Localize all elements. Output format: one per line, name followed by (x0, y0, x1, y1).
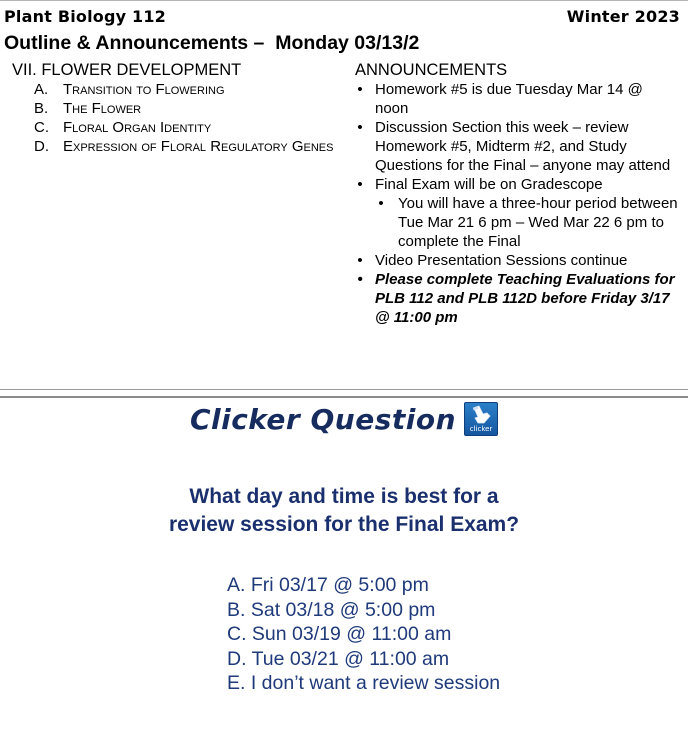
answer-option-a: A. Fri 03/17 @ 5:00 pm (227, 574, 429, 596)
section-divider (0, 389, 688, 390)
announcements-list (355, 80, 680, 327)
announcement-text: Final Exam will be on Gradescope (375, 176, 603, 193)
outline-list (12, 80, 342, 156)
outline-item-letter: D. (34, 138, 49, 155)
top-rule (0, 0, 688, 1)
answer-option-c: C. Sun 03/19 @ 11:00 am (227, 623, 452, 645)
announcement-text: Please complete Teaching Evaluations for PLB 112 and PLB 112D before Friday 3/17 @ 11:00 pm (375, 271, 675, 326)
answer-options (227, 573, 500, 696)
bullet-icon: • (357, 271, 363, 288)
outline-section (12, 61, 342, 156)
clicker-icon (464, 402, 498, 436)
answer-option-d: D. Tue 03/21 @ 11:00 am (227, 647, 450, 670)
announcements-section (355, 61, 680, 327)
clicker-header (0, 402, 688, 436)
announcement-subitem (355, 194, 680, 251)
outline-item-text: The Flower (63, 100, 142, 117)
outline-item-text: Floral Organ Identity (63, 119, 212, 136)
announcement-item (355, 175, 680, 194)
announcements-heading: ANNOUNCEMENTS (355, 61, 508, 79)
outline-item-letter: C. (34, 119, 49, 136)
outline-item (12, 137, 342, 156)
page-title: Outline & Announcements – Monday 03/13/2 (4, 32, 420, 54)
announcement-item-emphasis (355, 270, 680, 327)
announcement-item (355, 80, 680, 118)
outline-item-letter: A. (34, 81, 49, 98)
bullet-icon: • (378, 195, 384, 212)
clicker-question (0, 483, 688, 539)
outline-item-letter: B. (34, 100, 49, 117)
clicker-title: Clicker Question (189, 402, 457, 436)
announcement-text: Homework #5 is due Tuesday Mar 14 @ noon (375, 81, 643, 117)
outline-item (12, 80, 342, 99)
announcement-text: Video Presentation Sessions continue (375, 252, 628, 269)
announcement-text: Discussion Section this week – review Homework #5, Midterm #2, and Study Questions for the Final – anyone may attend (375, 119, 671, 174)
outline-item (12, 118, 342, 137)
bullet-icon: • (357, 81, 363, 98)
section-divider-thick (0, 396, 688, 398)
bullet-icon: • (357, 119, 363, 136)
announcement-text: You will have a three-hour period between Tue Mar 21 6 pm – Wed Mar 22 6 pm to complete the Final (398, 195, 678, 250)
answer-option-b: B. Sat 03/18 @ 5:00 pm (227, 598, 436, 621)
clicker-icon-label: clicker (469, 425, 493, 433)
outline-item-text: Expression of Floral Regulatory Genes (63, 138, 334, 155)
outline-item (12, 99, 342, 118)
outline-heading: VII. FLOWER DEVELOPMENT (12, 61, 242, 79)
outline-item-text: Transition to Flowering (63, 81, 225, 98)
bullet-icon: • (357, 252, 363, 269)
announcement-item (355, 251, 680, 270)
answer-option-e: E. I don’t want a review session (227, 672, 501, 694)
question-line: What day and time is best for a (189, 485, 499, 508)
course-name: Plant Biology 112 (4, 7, 167, 26)
hand-pointer-icon (470, 405, 492, 425)
question-line: review session for the Final Exam? (168, 513, 520, 536)
announcement-item (355, 118, 680, 175)
bullet-icon: • (357, 176, 363, 193)
term-label: Winter 2023 (566, 7, 680, 26)
